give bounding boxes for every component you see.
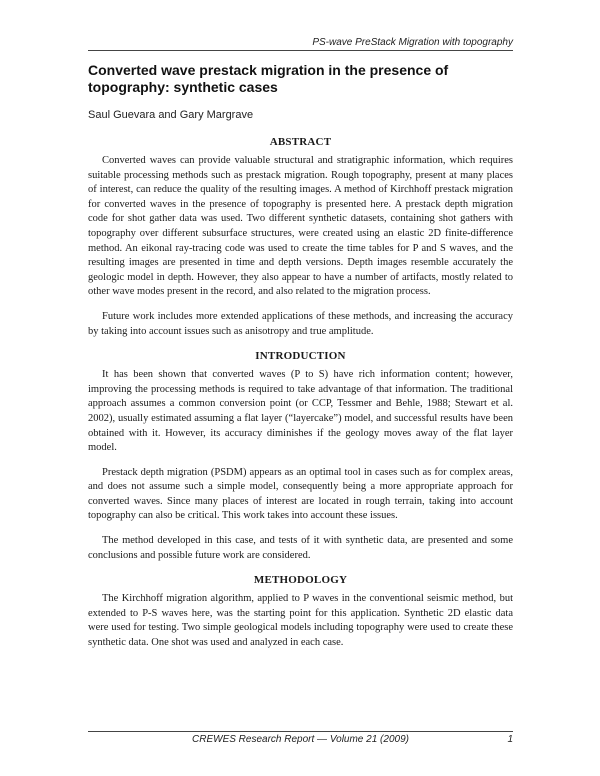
- paragraph: Converted waves can provide valuable structural and stratigraphic information, which requires suitable processing methods such as prestack migration. Rough topography, present at many places of interest, can reduce the quality of the resulting images. A method of Kirchhoff prestack migration for converted waves in the presence of topography is presented here. A prestack depth migration code for shot gather data was used. Two different synthetic datasets, containing shot gathers with topography over different subsurface structures, were created using an elastic 2D finite-difference method. An eikonal ray-tracing code was used to create the time tables for P and S waves, and the resulting images are presented in time and depth versions. Depth images resemble accurately the geologic model in depth. However, they also appear to have a number of artifacts, mostly related to other wave modes present in the record, and also related to the migration process.: [88, 155, 513, 298]
- paper-title: Converted wave prestack migration in the presence of topography: synthetic cases: [88, 62, 449, 95]
- abstract-section: [88, 135, 513, 339]
- running-head: PS-wave PreStack Migration with topography: [312, 37, 513, 48]
- paragraph: The Kirchhoff migration algorithm, applied to P waves in the conventional seismic method, but extended to P-S waves here, was the starting point for this application. Synthetic 2D elastic data were used for testing. Two simple geological models including topography were used to create these synthetic data. One shot was used and analyzed in each case.: [88, 593, 513, 649]
- section-heading-abstract: ABSTRACT: [269, 136, 332, 148]
- page-number: 1: [507, 734, 513, 745]
- page-footer: [88, 734, 513, 746]
- section-heading-introduction: INTRODUCTION: [255, 350, 346, 363]
- introduction-section: [88, 349, 513, 563]
- header-rule: [88, 50, 513, 51]
- journal-footer: CREWES Research Report — Volume 21 (2009): [192, 734, 409, 745]
- paragraph: It has been shown that converted waves (P to S) have rich information content; however, improving the processing methods is required to take advantage of that information. The traditional approach assumes a common conversion point (or CCP, Tessmer and Behle, 1988; Stewart et al. 2002), usually estimated assuming a flat layer (“layercake”) model, and successful results have been obtained with it. However, its accuracy diminishes if the geology moves away of the flat layer model.: [88, 369, 513, 454]
- paragraph: The method developed in this case, and tests of it with synthetic data, are presented and some conclusions and possible future work are considered.: [88, 535, 513, 561]
- paragraph: Prestack depth migration (PSDM) appears as an optimal tool in cases such as for complex areas, and does not assume such a simple model, consequently being a more appropriate approach for converted waves. Since many places of interest are located in rough terrain, taking into account topography can also be critical. This work takes into account these issues.: [88, 466, 513, 522]
- paragraph: Future work includes more extended applications of these methods, and increasing the accuracy by taking into account issues such as anisotropy and true amplitude.: [88, 310, 513, 337]
- paper-body: [88, 135, 513, 661]
- authors: Saul Guevara and Gary Margrave: [88, 109, 254, 121]
- section-heading-methodology: METHODOLOGY: [253, 574, 348, 587]
- footer-rule: [88, 731, 513, 732]
- methodology-section: [88, 573, 513, 650]
